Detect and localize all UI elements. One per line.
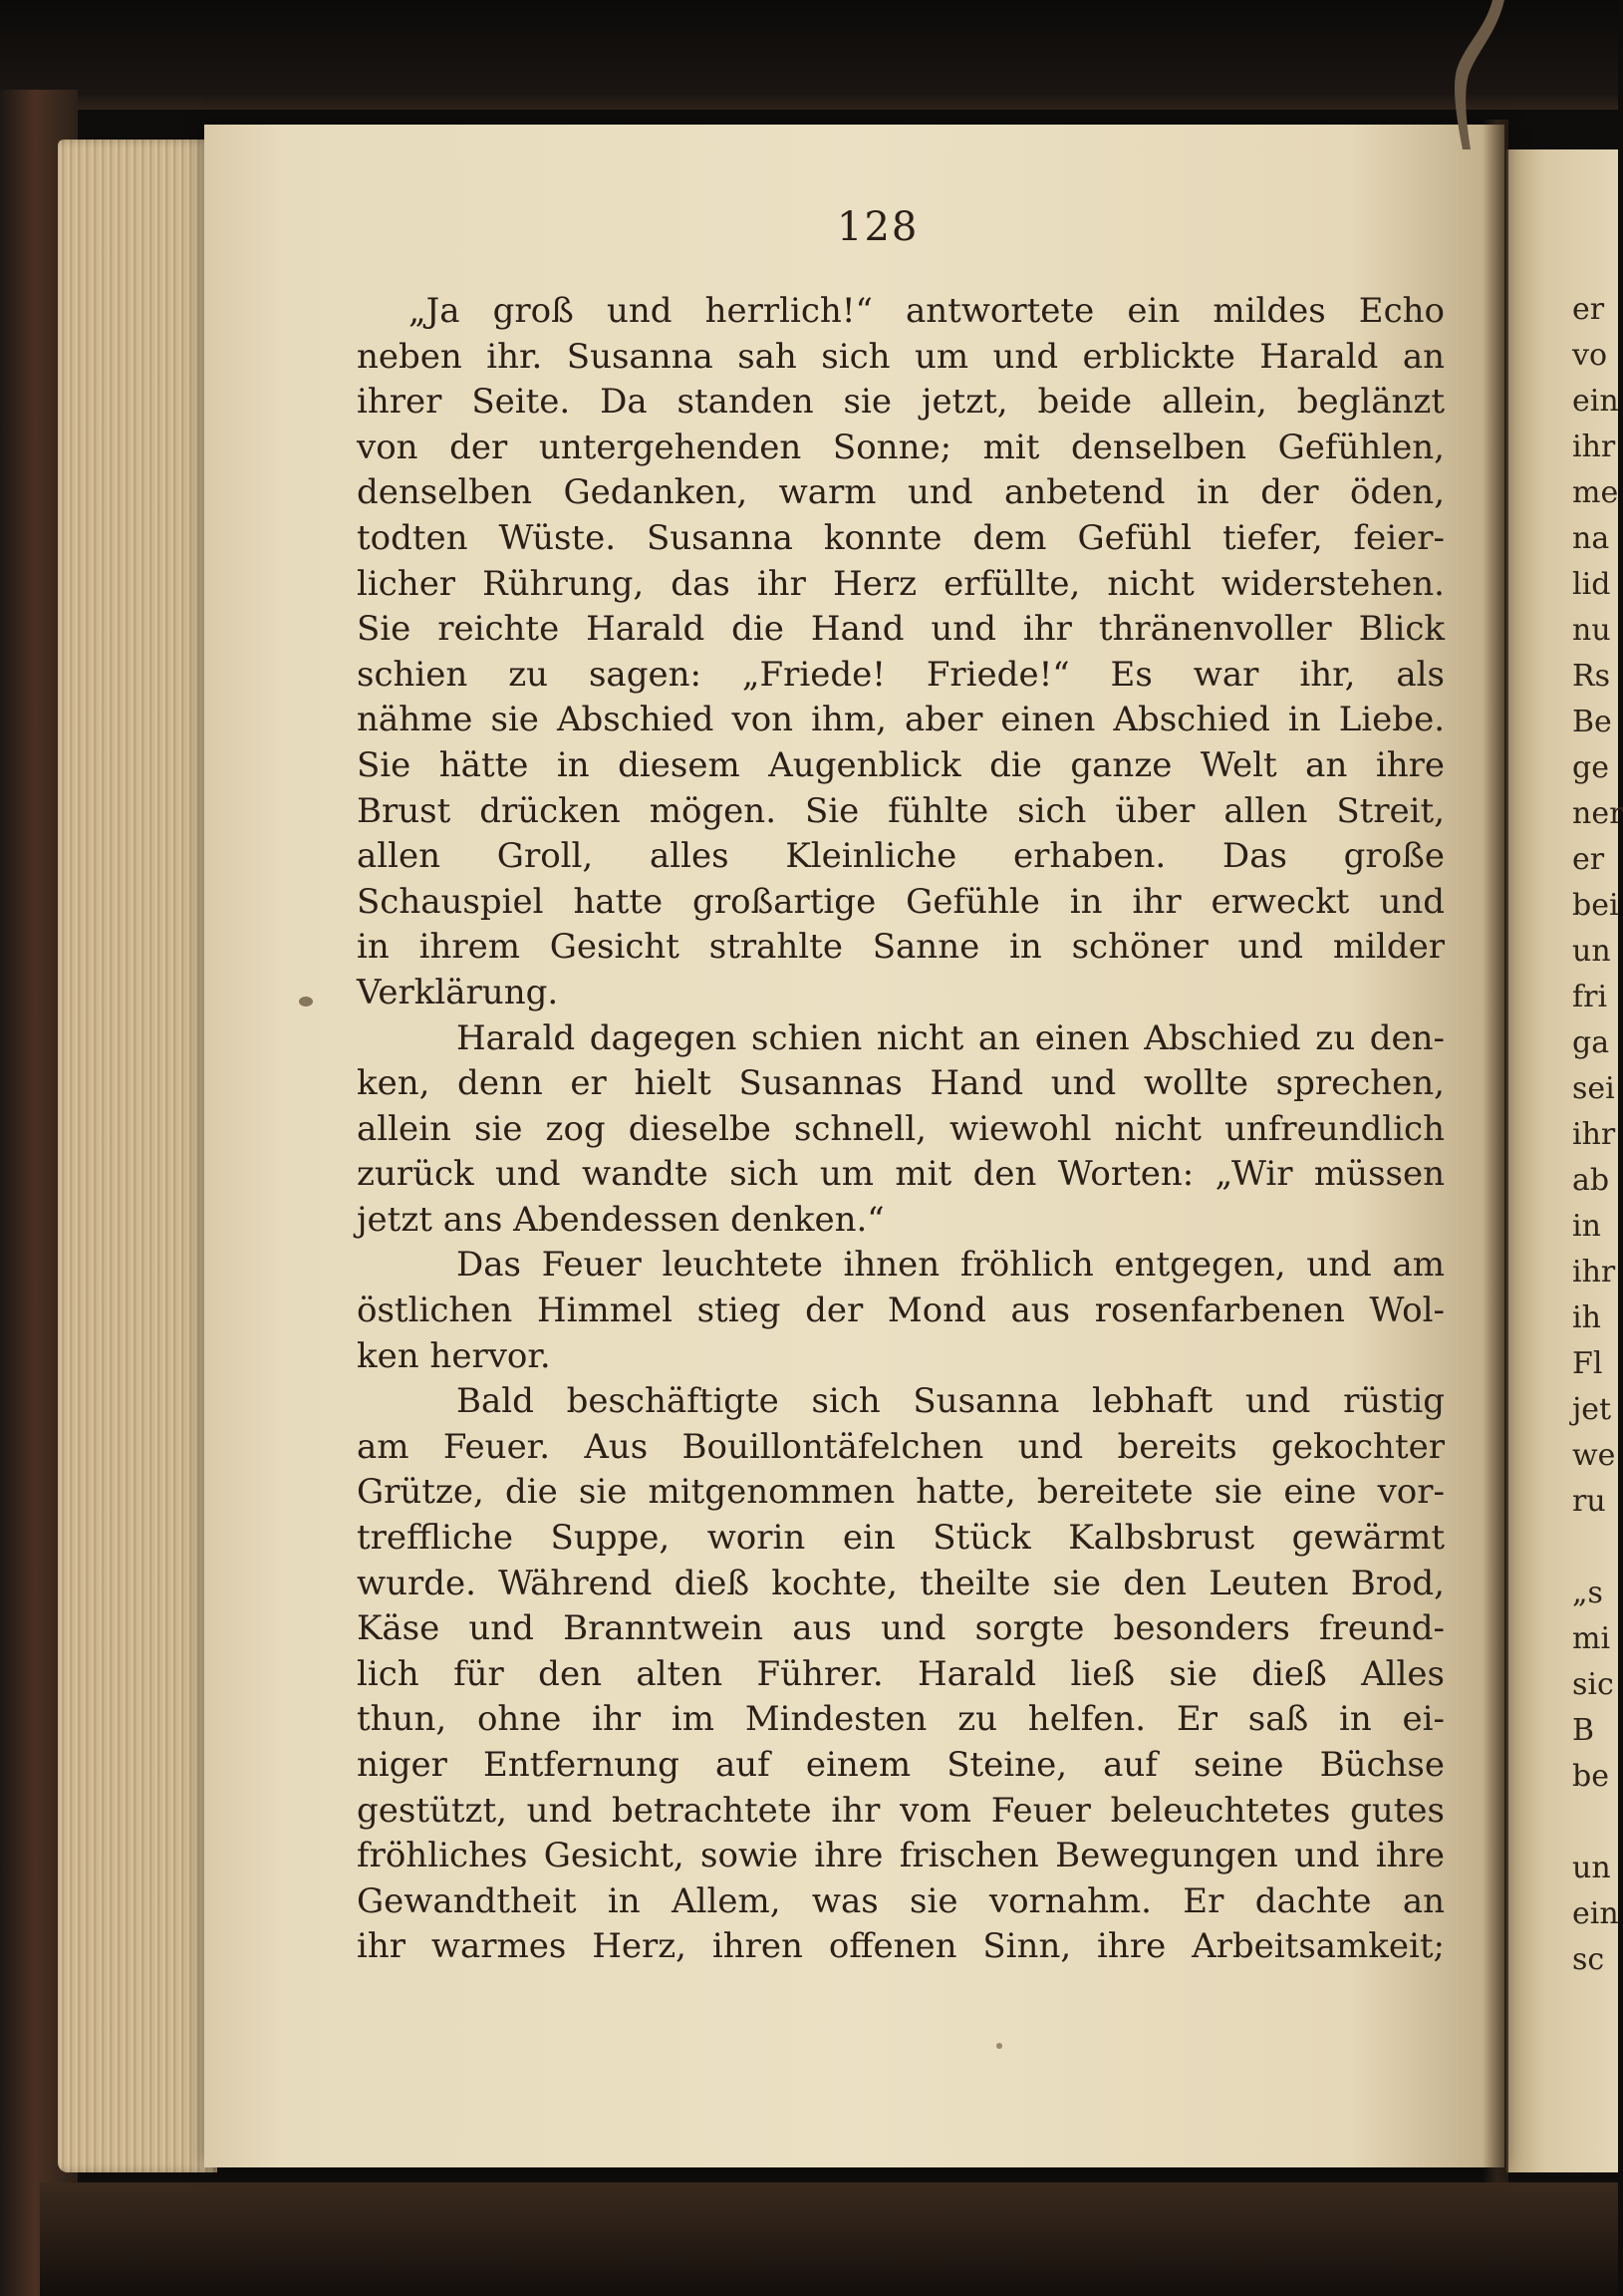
page-number: 128 [837,204,920,250]
facing-text-fragment: in [1572,1209,1601,1244]
page-gutter [1483,120,1508,2182]
book-cover-bottom [40,2182,1618,2296]
text-line: Harald dagegen schien nicht an einen Abschied zu den- [456,1017,1445,1058]
text-line: lich für den alten Führer. Harald ließ sie dieß Alles [357,1653,1445,1694]
text-line: fröhliches Gesicht, sowie ihre frischen Bewegungen und ihre [357,1836,1445,1876]
facing-text-fragment: ner [1572,796,1623,831]
facing-text-fragment: Fl [1572,1346,1603,1381]
text-line: wurde. Während dieß kochte, theilte sie den Leuten Brod, [357,1563,1445,1603]
text-line: Grütze, die sie mitgenommen hatte, bereitete sie eine vor- [357,1472,1445,1513]
text-line: Sie hätte in diesem Augenblick die ganze Welt an ihre [357,744,1445,785]
facing-text-fragment: er [1572,292,1605,327]
text-line: nähme sie Abschied von ihm, aber einen Abschied in Liebe. [357,700,1445,740]
text-line: ken, denn er hielt Susannas Hand und wollte sprechen, [357,1063,1445,1104]
text-line: todten Wüste. Susanna konnte dem Gefühl tiefer, feier- [357,517,1445,558]
facing-page-text [1572,287,1623,1983]
page-edges [58,140,217,2172]
facing-text-fragment: Be [1572,705,1612,739]
facing-text-fragment: ihr [1572,430,1616,464]
text-line: „Ja groß und herrlich!“ antwortete ein mildes Echo [408,291,1445,331]
text-line: Schauspiel hatte großartige Gefühle in ihr erweckt und [357,881,1445,922]
text-line: allen Groll, alles Kleinliche erhaben. Das große [357,836,1445,877]
text-line: von der untergehenden Sonne; mit denselben Gefühlen, [357,427,1445,467]
facing-text-fragment: sic [1572,1667,1614,1702]
facing-text-fragment: B [1572,1713,1595,1748]
text-line: Verklärung. [357,972,559,1012]
text-line: schien zu sagen: „Friede! Friede!“ Es war ihr, als [357,654,1445,695]
text-line: jetzt ans Abendessen denken.“ [357,1199,885,1240]
facing-text-fragment: be [1572,1759,1609,1794]
text-line: treffliche Suppe, worin ein Stück Kalbsbrust gewärmt [357,1518,1445,1559]
facing-text-fragment: un [1572,934,1611,969]
text-line: Sie reichte Harald die Hand und ihr thränenvoller Blick [357,609,1445,650]
paper-stain [996,2043,1002,2049]
facing-text-fragment: ih [1572,1300,1601,1335]
facing-text-fragment [1572,1525,1618,1571]
paper-stain [299,997,313,1006]
facing-text-fragment: vo [1572,338,1608,373]
page-body-text [357,289,1445,1970]
text-line: ihr warmes Herz, ihren offenen Sinn, ihre Arbeitsamkeit; [357,1926,1445,1967]
facing-text-fragment: un [1572,1851,1611,1885]
text-line: Bald beschäftigte sich Susanna lebhaft und rüstig [456,1381,1445,1422]
text-line: niger Entfernung auf einem Steine, auf seine Büchse [357,1745,1445,1785]
text-line: licher Rührung, das ihr Herz erfüllte, nicht widerstehen. [357,563,1445,604]
facing-text-fragment: fri [1572,980,1608,1014]
facing-text-fragment: ab [1572,1163,1610,1198]
facing-text-fragment: ein [1572,384,1619,419]
bookmark-ribbon [1435,0,1514,159]
text-line: Brust drücken mögen. Sie fühlte sich über allen Streit, [357,790,1445,831]
facing-text-fragment: we [1572,1438,1616,1473]
text-line: allein sie zog dieselbe schnell, wiewohl nicht unfreundlich [357,1108,1445,1149]
text-line: neben ihr. Susanna sah sich um und erblickte Harald an [357,336,1445,377]
facing-text-fragment: Rs [1572,659,1610,694]
facing-text-fragment: ihr [1572,1255,1616,1290]
facing-text-fragment: nu [1572,613,1611,648]
text-line: Käse und Branntwein aus und sorgte besonders freund- [357,1608,1445,1649]
facing-text-fragment: jet [1572,1392,1612,1427]
facing-text-fragment: ru [1572,1484,1606,1519]
text-line: ihrer Seite. Da standen sie jetzt, beide allein, beglänzt [357,382,1445,423]
text-line: am Feuer. Aus Bouillontäfelchen und bereits gekochter [357,1426,1445,1467]
facing-text-fragment: me [1572,475,1619,510]
facing-text-fragment: sei [1572,1071,1615,1106]
facing-text-fragment: ge [1572,750,1609,785]
text-line: Das Feuer leuchtete ihnen fröhlich entgegen, und am [456,1245,1445,1286]
text-line: zurück und wandte sich um mit den Worten: „Wir müssen [357,1154,1445,1195]
facing-text-fragment: na [1572,521,1610,556]
facing-text-fragment [1572,1800,1618,1846]
text-line: ken hervor. [357,1335,551,1376]
text-line: östlichen Himmel stieg der Mond aus rosenfarbenen Wol- [357,1291,1445,1331]
facing-text-fragment: sc [1572,1942,1605,1977]
facing-text-fragment: „s [1572,1576,1603,1610]
text-line: gestützt, und betrachtete ihr vom Feuer beleuchtetes gutes [357,1790,1445,1831]
text-line: denselben Gedanken, warm und anbetend in der öden, [357,472,1445,513]
text-line: thun, ohne ihr im Mindesten zu helfen. Er saß in ei- [357,1699,1445,1740]
text-line: Gewandtheit in Allem, was sie vornahm. Er dachte an [357,1880,1445,1921]
facing-text-fragment: er [1572,842,1605,877]
book-cover-top [0,0,1618,110]
facing-text-fragment: bei [1572,888,1619,923]
facing-text-fragment: ihr [1572,1117,1616,1152]
facing-text-fragment: mi [1572,1621,1611,1656]
facing-text-fragment: ga [1572,1025,1610,1060]
facing-text-fragment: lid [1572,567,1611,602]
facing-text-fragment: ein [1572,1896,1619,1931]
text-line: in ihrem Gesicht strahlte Sanne in schöner und milder [357,927,1445,968]
